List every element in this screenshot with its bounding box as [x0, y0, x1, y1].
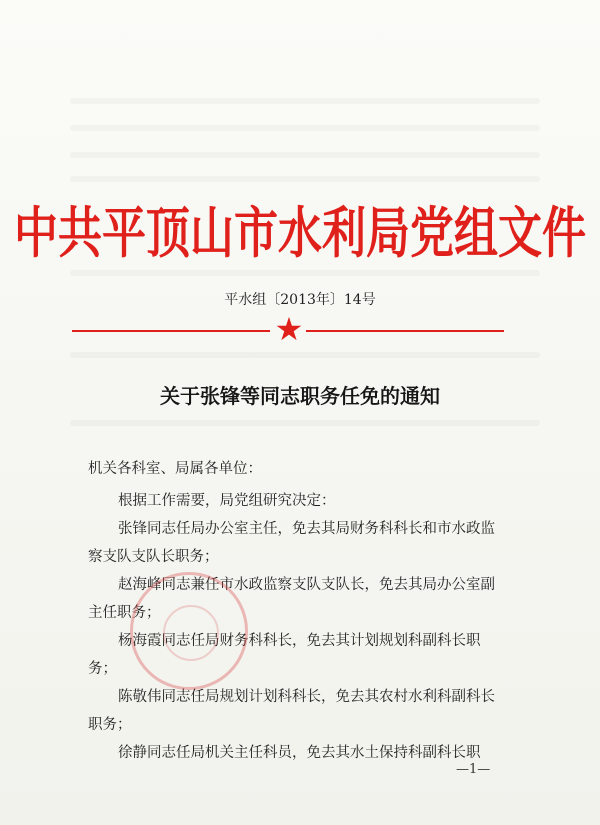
show-through-line	[70, 352, 540, 358]
show-through-line	[70, 152, 540, 158]
show-through-line	[70, 420, 540, 426]
show-through-line	[70, 98, 540, 104]
addressee-line: 机关各科室、局属各单位：	[88, 461, 262, 477]
body-line: 陈敬伟同志任局规划计划科科长，免去其农村水利科副科长	[118, 689, 495, 705]
body-line: 务；	[88, 661, 117, 677]
seal-inner-ring	[163, 605, 219, 661]
body-line: 赵海峰同志兼任市水政监察支队支队长，免去其局办公室副	[118, 577, 495, 593]
show-through-line	[70, 125, 540, 131]
document-number: 平水组〔2013年〕14号	[224, 292, 376, 308]
official-seal-icon	[130, 572, 248, 690]
body-line: 徐静同志任局机关主任科员，免去其水土保持科副科长职	[118, 745, 481, 761]
notice-title: 关于张锋等同志职务任免的通知	[160, 384, 440, 408]
red-divider-right	[306, 330, 504, 332]
star-icon: ★	[274, 310, 304, 348]
red-header-title: 中共平顶山市水利局党组文件	[14, 201, 586, 266]
show-through-line	[70, 270, 540, 276]
body-line: 杨海霞同志任局财务科科长，免去其计划规划科副科长职	[118, 633, 481, 649]
body-line: 张锋同志任局办公室主任，免去其局财务科科长和市水政监	[118, 521, 495, 537]
body-line: 察支队支队长职务；	[88, 549, 219, 565]
body-line: 职务；	[88, 717, 132, 733]
body-line: 根据工作需要，局党组研究决定：	[118, 493, 336, 509]
red-divider-left	[72, 330, 270, 332]
show-through-line	[70, 176, 540, 182]
body-line: 主任职务；	[88, 605, 161, 621]
page-number: —1—	[456, 762, 491, 777]
